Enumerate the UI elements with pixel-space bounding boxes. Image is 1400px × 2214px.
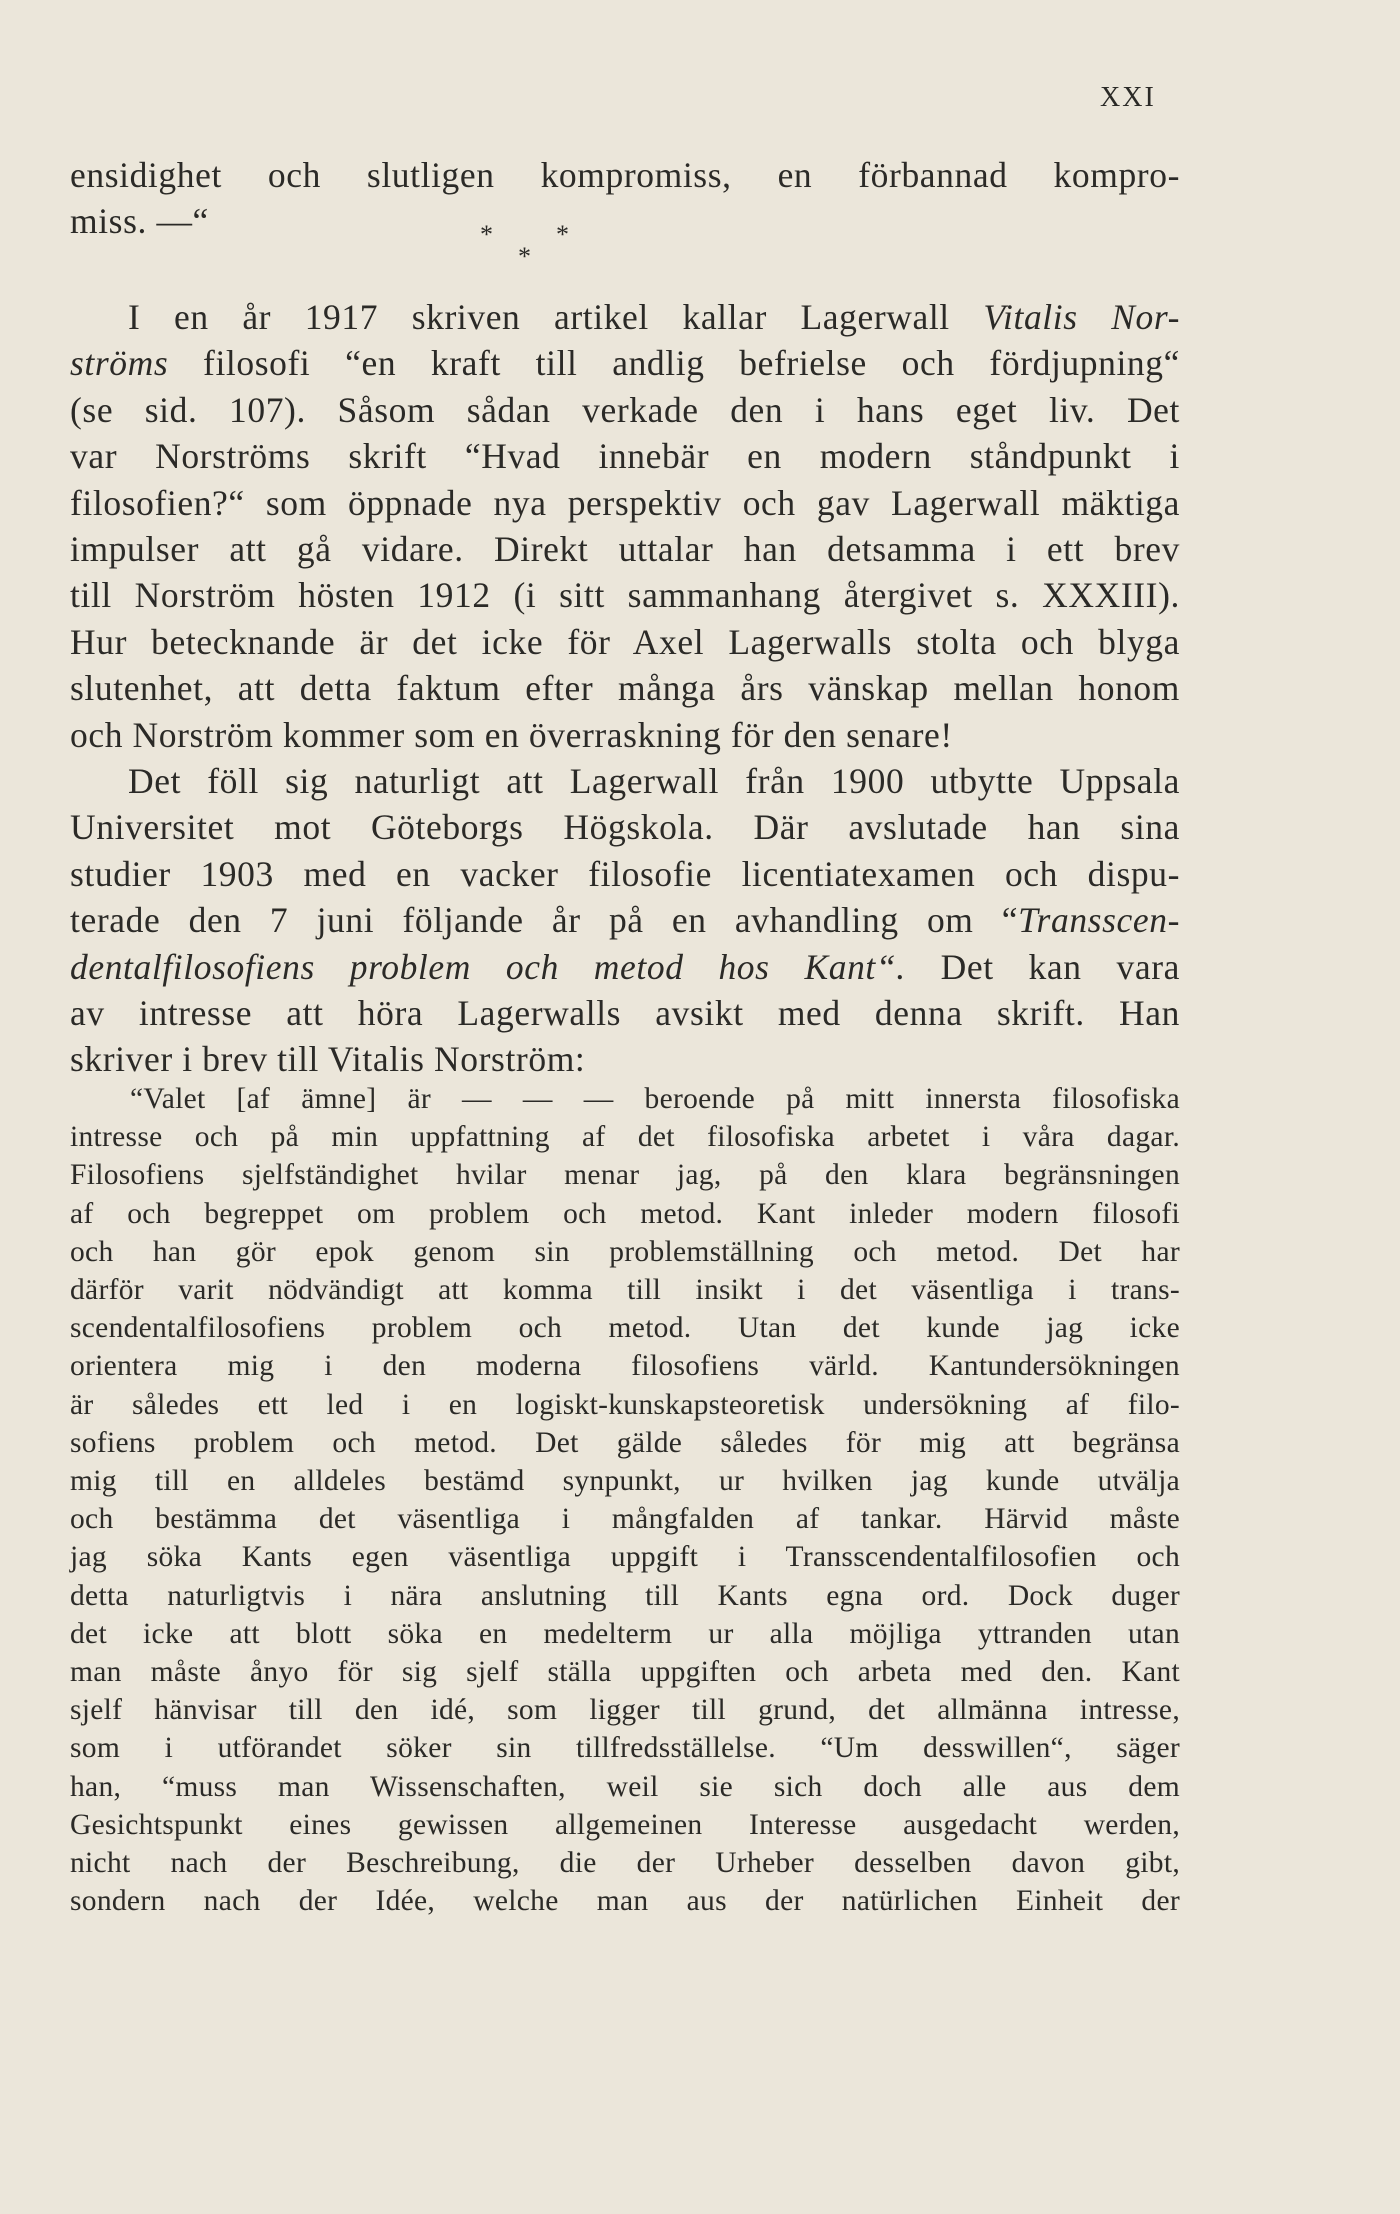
quote-line: det icke att blott söka en medelterm ur alla möjliga yttranden utan	[70, 1617, 1180, 1650]
quote-line: scendentalfilosofiens problem och metod. Utan det kunde jag icke	[70, 1312, 1180, 1345]
asterisk: *	[556, 220, 569, 249]
text-line: ensidighet och slutligen kompromiss, en förbannad kompro-	[70, 155, 1180, 195]
text-line	[70, 340, 1180, 386]
text-line: studier 1903 med en vacker filosofie licentiatexamen och dispu-	[70, 853, 1180, 894]
paragraph-2	[70, 758, 1180, 1083]
quote-line: Gesichtspunkt eines gewissen allgemeinen Interesse ausgedacht werden,	[70, 1808, 1180, 1841]
quote-line: därför varit nödvändigt att komma till insikt i det väsentliga i trans-	[70, 1274, 1180, 1307]
italic-run: Vitalis Nor-	[983, 297, 1180, 337]
text-run: terade den 7 juni följande år på en avhandling om “	[70, 900, 1019, 941]
quote-line: sjelf hänvisar till den idé, som ligger till grund, det allmänna intresse,	[70, 1694, 1180, 1727]
quote-line: intresse och på min uppfattning af det filosofiska arbetet i våra dagar.	[70, 1121, 1180, 1154]
italic-run: dentalfilosofiens problem och metod hos Kant“.	[70, 946, 906, 987]
text-run: filosofi “en kraft till andlig befrielse och fördjupning“	[203, 343, 1180, 384]
quote-line: sondern nach der Idée, welche man aus der natürlichen Einheit der	[70, 1885, 1180, 1918]
quote-line: Filosofiens sjelfständighet hvilar menar jag, på den klara begränsningen	[70, 1159, 1180, 1192]
quote-line: jag söka Kants egen väsentliga uppgift i Transscendentalfilosofien och	[70, 1541, 1180, 1574]
quote-line: och bestämma det väsentliga i mångfalden af tankar. Härvid måste	[70, 1503, 1180, 1536]
quote-line: sofiens problem och metod. Det gälde således för mig att begränsa	[70, 1426, 1180, 1459]
quote-line: är således ett led i en logiskt-kunskapsteoretisk undersökning af filo-	[70, 1388, 1180, 1421]
quote-line: han, “muss man Wissenschaften, weil sie sich doch alle aus dem	[70, 1770, 1180, 1803]
block-quote	[70, 1080, 1180, 1920]
quote-line: man måste ånyo för sig sjelf ställa uppgiften och arbeta med den. Kant	[70, 1656, 1180, 1689]
text-line: miss. —“	[70, 201, 209, 242]
text-line: av intresse att höra Lagerwalls avsikt med denna skrift. Han	[70, 993, 1180, 1034]
paragraph-1	[70, 294, 1180, 758]
quote-line: som i utförandet söker sin tillfredsställelse. “Um desswillen“, säger	[70, 1732, 1180, 1765]
text-line: impulser att gå vidare. Direkt uttalar han detsamma i ett brev	[70, 529, 1180, 570]
text-line: och Norström kommer som en överraskning för den senare!	[70, 714, 953, 755]
italic-run: Transscen-	[1018, 900, 1180, 941]
text-line: slutenhet, att detta faktum efter många års vänskap mellan honom	[70, 668, 1180, 709]
quote-line: orientera mig i den moderna filosofiens värld. Kantundersökningen	[70, 1350, 1180, 1383]
text-line: till Norström hösten 1912 (i sitt sammanhang återgivet s. XXXIII).	[70, 575, 1180, 616]
asterisk: *	[480, 220, 493, 249]
quote-line: och han gör epok genom sin problemställning och metod. Det har	[70, 1235, 1180, 1268]
page-number: XXI	[1100, 82, 1156, 113]
italic-run: ströms	[70, 343, 169, 384]
text-run: Det kan vara	[940, 946, 1180, 987]
section-separator	[480, 220, 720, 271]
text-line	[70, 294, 1180, 340]
text-line: (se sid. 107). Såsom sådan verkade den i hans eget liv. Det	[70, 389, 1180, 430]
quote-line: mig till en alldeles bestämd synpunkt, ur hvilken jag kunde utvälja	[70, 1465, 1180, 1498]
quote-line: af och begreppet om problem och metod. Kant inleder modern filosofi	[70, 1197, 1180, 1230]
text-line: Det föll sig naturligt att Lagerwall från 1900 utbytte Uppsala	[128, 761, 1180, 801]
text-line: Hur betecknande är det icke för Axel Lagerwalls stolta och blyga	[70, 621, 1180, 662]
text-line: Universitet mot Göteborgs Högskola. Där avslutade han sina	[70, 807, 1180, 848]
text-line	[70, 897, 1180, 943]
quote-line: detta naturligtvis i nära anslutning till Kants egna ord. Dock duger	[70, 1579, 1180, 1612]
text-run: I en år 1917 skriven artikel kallar Lagerwall	[128, 297, 950, 337]
quote-line: “Valet [af ämne] är — — — beroende på mitt innersta filosofiska	[130, 1083, 1180, 1115]
text-line: filosofien?“ som öppnade nya perspektiv och gav Lagerwall mäktiga	[70, 482, 1180, 523]
text-line: var Norströms skrift “Hvad innebär en modern ståndpunkt i	[70, 436, 1180, 477]
quote-line: nicht nach der Beschreibung, die der Urheber desselben davon gibt,	[70, 1847, 1180, 1880]
text-line	[70, 944, 1180, 990]
text-line: skriver i brev till Vitalis Norström:	[70, 1039, 586, 1080]
asterisk: *	[518, 242, 531, 271]
